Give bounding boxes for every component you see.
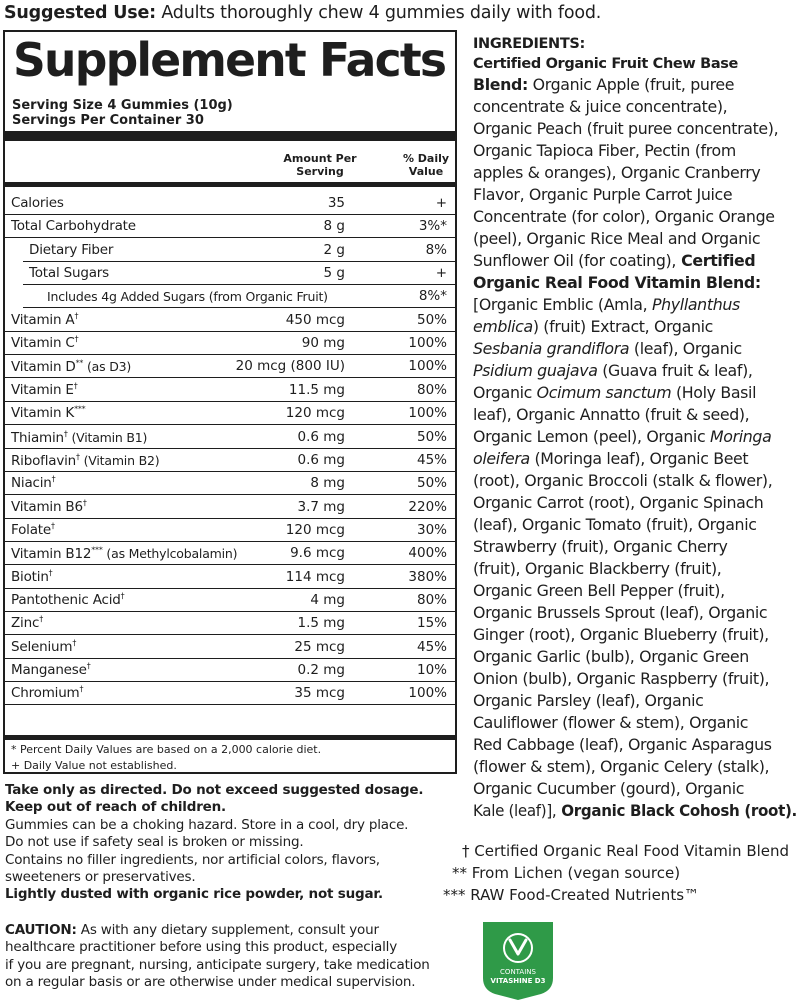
ingredients-text: Organic Apple (fruit, puree bbox=[527, 75, 735, 94]
ingredients-line: (peel), Organic Rice Meal and Organic bbox=[473, 229, 761, 248]
nutrient-daily-value: 220% bbox=[408, 498, 447, 515]
nutrient-daily-value: 100% bbox=[408, 358, 447, 375]
nutrient-row bbox=[5, 566, 455, 589]
ingredients-line: Organic Peach (fruit puree concentrate), bbox=[473, 119, 779, 138]
nutrient-row bbox=[5, 636, 455, 659]
nutrient-amount: 1.5 mg bbox=[297, 615, 345, 632]
nutrient-amount: 0.6 mg bbox=[297, 451, 345, 468]
column-header-amount-line1: Amount Per bbox=[283, 152, 357, 165]
nutrient-row bbox=[5, 215, 455, 238]
nutrient-name-text: Vitamin B12 bbox=[11, 546, 92, 563]
ingredients-line: apples & oranges), Organic Cranberry bbox=[473, 163, 761, 182]
nutrient-footnote-mark: † bbox=[74, 311, 79, 321]
ingredients-line: Flavor, Organic Purple Carrot Juice bbox=[473, 185, 733, 204]
ingredients-line: (flower & stem), Organic Celery (stalk), bbox=[473, 757, 770, 776]
nutrient-amount: 450 mcg bbox=[285, 311, 345, 328]
vitashine-d3-badge bbox=[481, 920, 555, 1000]
botanical-name: Sesbania grandiflora bbox=[473, 339, 630, 358]
column-header-amount-line2: Serving bbox=[296, 165, 344, 178]
legend-raw-food: *** RAW Food-Created Nutrients™ bbox=[443, 886, 700, 904]
vitamin-blend-label: Certified bbox=[676, 251, 756, 270]
badge-shape bbox=[481, 920, 555, 1000]
nutrient-row bbox=[5, 682, 455, 705]
botanical-name: Moringa bbox=[709, 427, 772, 446]
suggested-use-label: Suggested Use: bbox=[4, 3, 156, 23]
nutrient-footnote-mark: † bbox=[48, 568, 53, 578]
nutrient-amount: 114 mcg bbox=[285, 568, 345, 585]
ingredients-text: (Guava fruit & leaf), bbox=[597, 361, 753, 380]
nutrient-amount: 8 g bbox=[323, 218, 345, 235]
ingredients-text: (Moringa leaf), Organic Beet bbox=[529, 449, 749, 468]
nutrient-name-text: Riboflavin bbox=[11, 452, 77, 469]
ingredients-line: (fruit), Organic Blackberry (fruit), bbox=[473, 559, 722, 578]
nutrient-footnote-mark: *** bbox=[91, 545, 103, 555]
nutrient-footnote-mark: † bbox=[79, 684, 84, 694]
nutrient-footnote-mark: † bbox=[50, 521, 55, 531]
nutrient-daily-value: 80% bbox=[416, 381, 447, 398]
nutrient-name bbox=[11, 542, 237, 566]
supplement-facts-panel bbox=[3, 30, 457, 774]
nutrient-daily-value: 8%* bbox=[418, 288, 447, 305]
nutrient-footnote-mark: † bbox=[82, 498, 87, 508]
ingredients-line: Organic Carrot (root), Organic Spinach bbox=[473, 493, 764, 512]
ingredients-line: Organic Brussels Sprout (leaf), Organic bbox=[473, 603, 768, 622]
nutrient-daily-value: 3%* bbox=[418, 218, 447, 235]
caution-line1: As with any dietary supplement, consult your bbox=[76, 922, 379, 938]
serving-info bbox=[12, 98, 233, 128]
nutrient-name-text: Zinc bbox=[11, 615, 40, 632]
ingredients-line bbox=[473, 426, 797, 448]
nutrient-daily-value: 100% bbox=[408, 685, 447, 702]
nutrient-name-text: Selenium bbox=[11, 638, 73, 655]
ingredients-line bbox=[473, 800, 797, 822]
nutrient-name bbox=[29, 239, 113, 262]
botanical-name: Psidium guajava bbox=[473, 361, 598, 380]
nutrient-name bbox=[11, 636, 76, 659]
nutrient-name-text: Vitamin K bbox=[11, 405, 75, 422]
nutrient-name bbox=[11, 612, 43, 635]
nutrient-footnote-mark: † bbox=[51, 474, 56, 484]
nutrient-row bbox=[5, 426, 455, 449]
nutrient-name-text: Total Carbohydrate bbox=[11, 218, 136, 235]
nutrient-name bbox=[11, 332, 78, 355]
ingredients-line: Organic Tapioca Fiber, Pectin (from bbox=[473, 141, 736, 160]
nutrient-name bbox=[11, 309, 78, 332]
ingredients-line bbox=[473, 316, 797, 338]
nutrient-daily-value: + bbox=[435, 265, 447, 282]
footnote-percent-dv: * Percent Daily Values are based on a 2,000 calorie diet. bbox=[11, 743, 322, 756]
nutrient-name bbox=[11, 496, 87, 519]
nutrient-name-text: Vitamin B6 bbox=[11, 498, 83, 515]
ingredients-line: Organic Cucumber (gourd), Organic bbox=[473, 779, 745, 798]
nutrient-name bbox=[11, 426, 147, 450]
ingredients-line: (root), Organic Broccoli (stalk & flower), bbox=[473, 471, 773, 490]
supplement-facts-title: Supplement Facts bbox=[13, 33, 446, 87]
nutrient-name bbox=[11, 192, 64, 215]
nutrient-footnote-mark: † bbox=[120, 591, 125, 601]
ingredients-line bbox=[473, 360, 797, 382]
column-header-dv-line2: Value bbox=[408, 165, 444, 178]
nutrient-daily-value: 380% bbox=[408, 568, 447, 585]
warning-rice-powder: Lightly dusted with organic rice powder, not sugar. bbox=[5, 886, 383, 903]
nutrient-amount: 35 mcg bbox=[294, 685, 345, 702]
warning-children: Keep out of reach of children. bbox=[5, 799, 226, 816]
nutrient-name-text: Total Sugars bbox=[29, 265, 109, 282]
nutrient-amount: 2 g bbox=[323, 241, 345, 258]
nutrient-form: (Vitamin B1) bbox=[67, 429, 148, 445]
nutrient-amount: 35 bbox=[327, 195, 345, 211]
legend-certified-organic: † Certified Organic Real Food Vitamin Blend bbox=[462, 842, 790, 860]
nutrient-footnote-mark: † bbox=[73, 381, 78, 391]
nutrient-amount: 20 mcg (800 IU) bbox=[235, 358, 345, 375]
nutrient-name-text: Niacin bbox=[11, 475, 52, 492]
ingredients-line: Ginger (root), Organic Blueberry (fruit), bbox=[473, 625, 769, 644]
nutrient-footnote-mark: † bbox=[63, 429, 68, 438]
medium-divider bbox=[5, 182, 455, 187]
nutrient-name bbox=[11, 215, 136, 238]
botanical-name: oleifera bbox=[473, 449, 530, 468]
botanical-name: emblica bbox=[473, 317, 533, 336]
nutrient-daily-value: 50% bbox=[416, 428, 447, 445]
caution-line4: on a regular basis or are otherwise under medical supervision. bbox=[5, 974, 416, 991]
nutrient-row bbox=[5, 659, 455, 682]
nutrient-row bbox=[5, 449, 455, 472]
nutrient-daily-value: 100% bbox=[408, 405, 447, 422]
nutrient-row bbox=[5, 262, 455, 285]
nutrient-amount: 120 mcg bbox=[285, 521, 345, 538]
nutrient-name-text: Thiamin bbox=[11, 429, 64, 446]
nutrient-name-text: Pantothenic Acid bbox=[11, 591, 121, 608]
warning-choking: Gummies can be a choking hazard. Store in a cool, dry place. bbox=[5, 816, 409, 833]
nutrient-name bbox=[11, 659, 91, 682]
column-header-dv-line1: % Daily bbox=[402, 152, 450, 165]
caution-line3: if you are pregnant, nursing, anticipate surgery, take medication bbox=[5, 956, 430, 973]
ingredients-line: Organic Garlic (bulb), Organic Green bbox=[473, 647, 749, 666]
legend-lichen: ** From Lichen (vegan source) bbox=[452, 864, 681, 882]
nutrient-name bbox=[29, 262, 109, 285]
botanical-name: Phyllanthus bbox=[651, 295, 740, 314]
suggested-use-text: Adults thoroughly chew 4 gummies daily with food. bbox=[155, 3, 602, 23]
nutrient-daily-value: 50% bbox=[416, 311, 447, 328]
ingredients-line: Organic Green Bell Pepper (fruit), bbox=[473, 581, 725, 600]
nutrient-name bbox=[11, 589, 124, 612]
nutrient-daily-value: 8% bbox=[425, 241, 447, 258]
footnote-dv-not-established: + Daily Value not established. bbox=[11, 759, 177, 772]
servings-per-container: Servings Per Container 30 bbox=[12, 113, 204, 128]
nutrient-daily-value: 10% bbox=[416, 662, 447, 678]
ingredients-line: Concentrate (for color), Organic Orange bbox=[473, 207, 775, 226]
ingredients-line: Cauliflower (flower & stem), Organic bbox=[473, 713, 749, 732]
nutrient-name bbox=[11, 566, 52, 589]
nutrient-name bbox=[11, 682, 83, 705]
suggested-use bbox=[4, 0, 796, 26]
fruit-chew-base-label: Certified Organic Fruit Chew Base bbox=[473, 56, 739, 72]
ingredients-text: ) (fruit) Extract, Organic bbox=[532, 317, 713, 336]
nutrient-name bbox=[11, 519, 55, 542]
caution-line2: healthcare practitioner before using this product, especially bbox=[5, 939, 398, 956]
nutrient-form: (Vitamin B2) bbox=[79, 452, 160, 468]
nutrient-row bbox=[5, 379, 455, 402]
nutrient-footnote-mark: † bbox=[76, 452, 80, 462]
ingredients-line bbox=[473, 382, 797, 404]
nutrient-name bbox=[11, 379, 78, 402]
nutrient-name-text: Vitamin A bbox=[11, 311, 75, 328]
nutrient-name-text: Dietary Fiber bbox=[29, 241, 114, 258]
nutrient-amount: 0.6 mg bbox=[297, 428, 345, 445]
nutrient-row bbox=[5, 309, 455, 332]
legend-block bbox=[440, 840, 796, 906]
black-cohosh: Organic Black Cohosh (root). bbox=[556, 801, 797, 820]
warning-no-filler: Contains no filler ingredients, nor artificial colors, flavors, bbox=[5, 851, 380, 868]
nutrient-footnote-mark: † bbox=[86, 661, 91, 671]
ingredients-text: Organic bbox=[473, 383, 537, 402]
column-header-amount bbox=[273, 152, 367, 178]
ingredients-line bbox=[473, 294, 797, 316]
warning-dosage: Take only as directed. Do not exceed suggested dosage. bbox=[5, 782, 424, 798]
warning-seal: Do not use if safety seal is broken or missing. bbox=[5, 834, 304, 851]
nutrient-row bbox=[5, 612, 455, 635]
nutrient-daily-value: 50% bbox=[416, 475, 447, 492]
nutrient-row bbox=[5, 519, 455, 542]
nutrient-row bbox=[5, 542, 455, 565]
ingredients-line: Organic Parsley (leaf), Organic bbox=[473, 691, 704, 710]
bottom-divider bbox=[5, 735, 455, 740]
nutrient-daily-value: 400% bbox=[408, 545, 447, 562]
nutrient-footnote-mark: ** bbox=[75, 358, 84, 368]
column-header-daily-value bbox=[395, 152, 457, 178]
nutrient-amount: 4 mg bbox=[310, 591, 345, 608]
nutrient-amount: 0.2 mg bbox=[297, 662, 345, 678]
nutrient-row bbox=[5, 332, 455, 355]
nutrient-row bbox=[5, 355, 455, 378]
nutrient-amount: 120 mcg bbox=[285, 405, 345, 422]
nutrient-row bbox=[5, 589, 455, 612]
nutrient-name-text: Manganese bbox=[11, 662, 87, 678]
serving-size: Serving Size 4 Gummies (10g) bbox=[12, 98, 233, 113]
ingredients-line: leaf), Organic Annatto (fruit & seed), bbox=[473, 405, 750, 424]
botanical-name: Ocimum sanctum bbox=[536, 383, 672, 402]
vitamin-blend-label-cont: Organic Real Food Vitamin Blend: bbox=[473, 273, 761, 292]
ingredients-block bbox=[473, 34, 797, 822]
nutrient-daily-value: 45% bbox=[416, 451, 447, 468]
nutrient-daily-value: 100% bbox=[408, 335, 447, 352]
ingredients-line: Strawberry (fruit), Organic Cherry bbox=[473, 537, 728, 556]
ingredients-line bbox=[473, 250, 797, 272]
nutrient-amount: 5 g bbox=[323, 265, 345, 282]
nutrient-name-text: Vitamin E bbox=[11, 381, 74, 398]
nutrient-name-text: Includes 4g Added Sugars (from Organic Fruit) bbox=[47, 289, 328, 305]
nutrient-amount: 25 mcg bbox=[294, 638, 345, 655]
warning-no-filler-cont: sweeteners or preservatives. bbox=[5, 869, 196, 886]
nutrient-amount: 11.5 mg bbox=[288, 381, 345, 398]
ingredients-text: Organic Lemon (peel), Organic bbox=[473, 427, 710, 446]
nutrient-daily-value: 30% bbox=[416, 521, 447, 538]
nutrient-name-text: Vitamin D bbox=[11, 359, 76, 376]
fruit-chew-base-label-cont: Blend: bbox=[473, 75, 528, 94]
nutrient-row bbox=[5, 285, 455, 308]
ingredients-line: Onion (bulb), Organic Raspberry (fruit), bbox=[473, 669, 770, 688]
nutrient-row bbox=[5, 402, 455, 425]
ingredients-line bbox=[473, 338, 797, 360]
ingredients-text: Kale (leaf)], bbox=[473, 801, 557, 820]
nutrient-name-text: Biotin bbox=[11, 568, 49, 585]
nutrient-footnote-mark: † bbox=[39, 614, 43, 624]
nutrient-name-text: Calories bbox=[11, 195, 64, 211]
nutrient-footnote-mark: † bbox=[72, 638, 77, 648]
ingredients-line bbox=[473, 448, 797, 470]
nutrient-name bbox=[11, 355, 131, 379]
nutrient-amount: 9.6 mcg bbox=[290, 545, 345, 562]
nutrient-row bbox=[5, 496, 455, 519]
nutrient-row bbox=[5, 192, 455, 215]
caution-label: CAUTION: bbox=[5, 922, 77, 938]
thick-divider bbox=[5, 131, 455, 141]
ingredients-line: Red Cabbage (leaf), Organic Asparagus bbox=[473, 735, 772, 754]
nutrient-daily-value: 15% bbox=[416, 615, 447, 632]
nutrient-row bbox=[5, 239, 455, 262]
ingredients-heading: INGREDIENTS: bbox=[473, 36, 585, 52]
nutrient-name bbox=[11, 449, 159, 473]
nutrient-name-text: Chromium bbox=[11, 685, 80, 702]
nutrient-daily-value: 80% bbox=[416, 591, 447, 608]
caution-block bbox=[5, 922, 455, 992]
ingredients-line bbox=[473, 74, 797, 96]
ingredients-text: (leaf), Organic bbox=[629, 339, 742, 358]
nutrient-name-text: Folate bbox=[11, 521, 51, 538]
warnings-block bbox=[5, 782, 455, 904]
nutrient-form: (as D3) bbox=[83, 359, 132, 375]
nutrient-name bbox=[11, 472, 55, 495]
ingredients-text: [Organic Emblic (Amla, bbox=[473, 295, 652, 314]
nutrient-amount: 3.7 mg bbox=[297, 498, 345, 515]
ingredients-line: concentrate & juice concentrate), bbox=[473, 97, 728, 116]
nutrient-amount: 8 mg bbox=[310, 475, 345, 492]
nutrient-name bbox=[11, 402, 85, 425]
ingredients-text: (Holy Basil bbox=[671, 383, 757, 402]
nutrient-amount: 90 mg bbox=[301, 335, 345, 352]
nutrient-footnote-mark: † bbox=[74, 334, 79, 344]
nutrient-name-text: Vitamin C bbox=[11, 335, 75, 352]
nutrient-form: (as Methylcobalamin) bbox=[102, 546, 238, 562]
ingredients-line bbox=[473, 272, 797, 294]
nutrient-daily-value: + bbox=[435, 195, 447, 211]
badge-contains: CONTAINS bbox=[500, 968, 536, 976]
ingredients-line: (leaf), Organic Tomato (fruit), Organic bbox=[473, 515, 757, 534]
nutrient-daily-value: 45% bbox=[416, 638, 447, 655]
badge-vitashine: VITASHINE D3 bbox=[490, 977, 546, 985]
nutrient-footnote-mark: *** bbox=[74, 404, 86, 414]
ingredients-text: Sunflower Oil (for coating), bbox=[473, 251, 676, 270]
nutrient-name bbox=[47, 285, 328, 308]
nutrient-row bbox=[5, 472, 455, 495]
